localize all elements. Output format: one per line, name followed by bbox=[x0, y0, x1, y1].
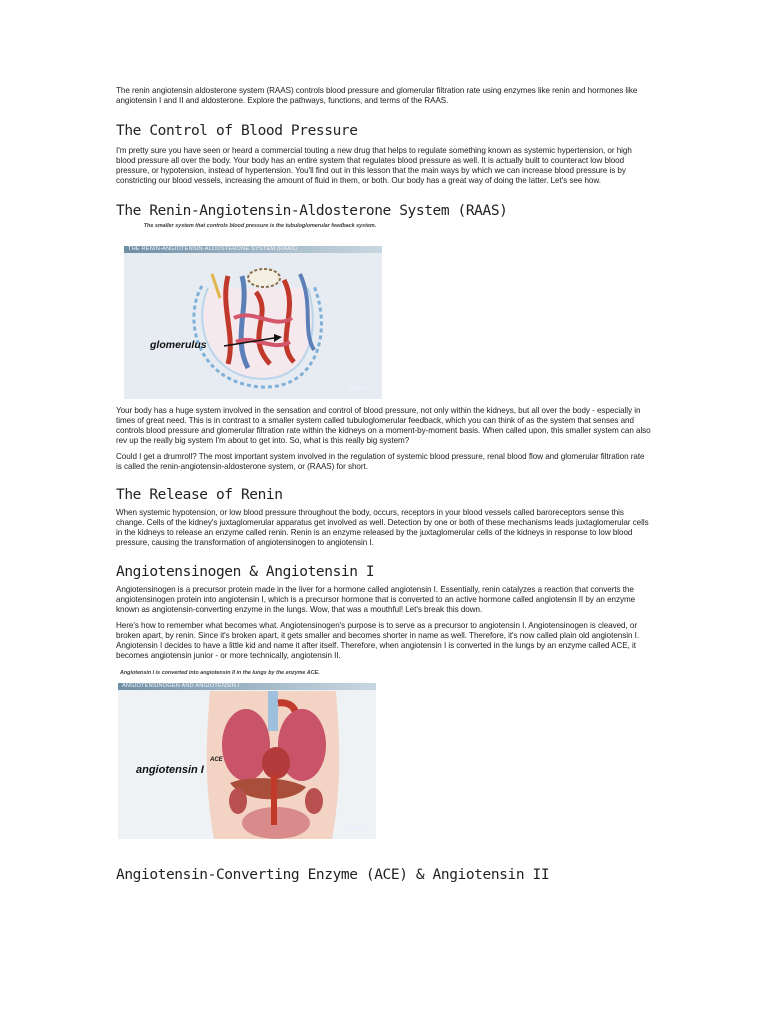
angiotensin-figure-title-band: ANGIOTENSINOGEN AND ANGIOTENSIN I bbox=[118, 683, 376, 690]
angiotensin-diagram-image bbox=[118, 683, 376, 839]
torso-illustration bbox=[118, 683, 376, 839]
heading-control-of-blood-pressure: The Control of Blood Pressure bbox=[116, 123, 358, 140]
angiotensin-i-label: angiotensin I bbox=[136, 764, 204, 777]
raas-figure-title-band: THE RENIN-ANGIOTENSIN-ALDOSTERONE SYSTEM (RAAS) bbox=[124, 246, 382, 253]
paragraph-angio-1: Angiotensinogen is a precursor protein made in the liver for a hormone called angiotensin I. Essentially, renin catalyzes a reaction that converts the angiotensinogen protein into angiotensin I, which is a precursor hormone that is converted to an active hormone called angiotensin II by an enzyme known as angiotensin-converting enzyme in the lungs. Wow, that was a mouthful! Let's break this down. bbox=[116, 584, 636, 614]
raas-figure-caption: The smaller system that controls blood pressure is the tubuloglomerular feedback system. bbox=[143, 222, 377, 229]
angiotensin-figure-block bbox=[116, 670, 386, 852]
heading-release-of-renin: The Release of Renin bbox=[116, 487, 283, 504]
paragraph-raas-1: Your body has a huge system involved in the sensation and control of blood pressure, not only within the kidneys, but all over the body - especially in times of great need. This is in contrast to a smaller system called tubuloglomerular feedback, which you can think of as the system that senses and controls blood pressure and glomerular filtration rate within the kidneys on a moment-by-moment basis. When called upon, this smaller system can also rev up the really big system I'm about to get into. So, what is this really big system? bbox=[116, 405, 651, 445]
paragraph-renin: When systemic hypotension, or low blood pressure throughout the body, occurs, receptors in your blood vessels called baroreceptors sense this change. Cells of the kidney's juxtaglomerular apparatus get involved as well. Detection by one or both of these mechanisms leads juxtaglomerular cells in the kidneys to release an enzyme called renin. Renin is an enzyme released by the juxtaglomerular cells of the kidneys in response to low blood pressure, causing the transformation of angiotensinogen to angiotensin I. bbox=[116, 508, 649, 548]
paragraph-raas-2: Could I get a drumroll? The most important system involved in the regulation of systemic blood pressure, renal blood flow and glomerular filtration rate is called the renin-angiotensin-aldosterone system, or (RAAS) for short. bbox=[116, 451, 645, 472]
ace-label: ACE bbox=[210, 757, 223, 764]
paragraph-angio-2: Here's how to remember what becomes what. Angiotensinogen's purpose is to serve as a precursor to angiotensin I. Angiotensinogen is cleaved, or broken apart, by renin. Since it's broken apart, it gets smaller and becomes shorter in name as well. Therefore, it's now called plain old angiotensin I. Angiotensin I decides to have a little kid and name it after itself. Therefore, when angiotensin I is converted in the lungs by an enzyme called ACE, it becomes angiotensin junior - or more technically, angiotensin II. bbox=[116, 620, 640, 661]
paragraph-control: I'm pretty sure you have seen or heard a commercial touting a new drug that helps to regulate something known as systemic hypertension, or high blood pressure all over the body. Your body has an entire system that regulates blood pressure as well. It is actually built to counteract low blood pressure, or hypotension, instead of hypertension. You'll find out in this lesson that the main ways by which we can increase blood pressure is by constricting our blood vessels, increasing the amount of fluid in them, or both. Our body has a great way of doing the latter. Let's see how. bbox=[116, 146, 632, 186]
angiotensin-figure-caption: Angiotensin I is converted into angiotensin II in the lungs by the enzyme ACE. bbox=[120, 670, 320, 677]
raas-figure-watermark: Educati bbox=[350, 385, 370, 392]
glomerulus-illustration bbox=[124, 246, 382, 399]
heading-angiotensinogen: Angiotensinogen & Angiotensin I bbox=[116, 563, 375, 580]
intro-paragraph: The renin angiotensin aldosterone system (RAAS) controls blood pressure and glomerular filtration rate using enzymes like renin and hormones like angiotensin I and II and aldosterone. Explore the pathways, functions, and terms of the RAAS. bbox=[116, 86, 638, 106]
heading-ace: Angiotensin-Converting Enzyme (ACE) & Angiotensin II bbox=[116, 867, 550, 884]
glomerulus-label: glomerulus bbox=[150, 338, 207, 351]
heading-raas: The Renin-Angiotensin-Aldosterone System (RAAS) bbox=[116, 202, 508, 219]
angiotensin-figure-watermark: Educati bbox=[346, 826, 366, 833]
raas-figure-block bbox=[116, 222, 386, 402]
raas-diagram-image bbox=[124, 246, 382, 399]
document-page bbox=[116, 86, 652, 884]
